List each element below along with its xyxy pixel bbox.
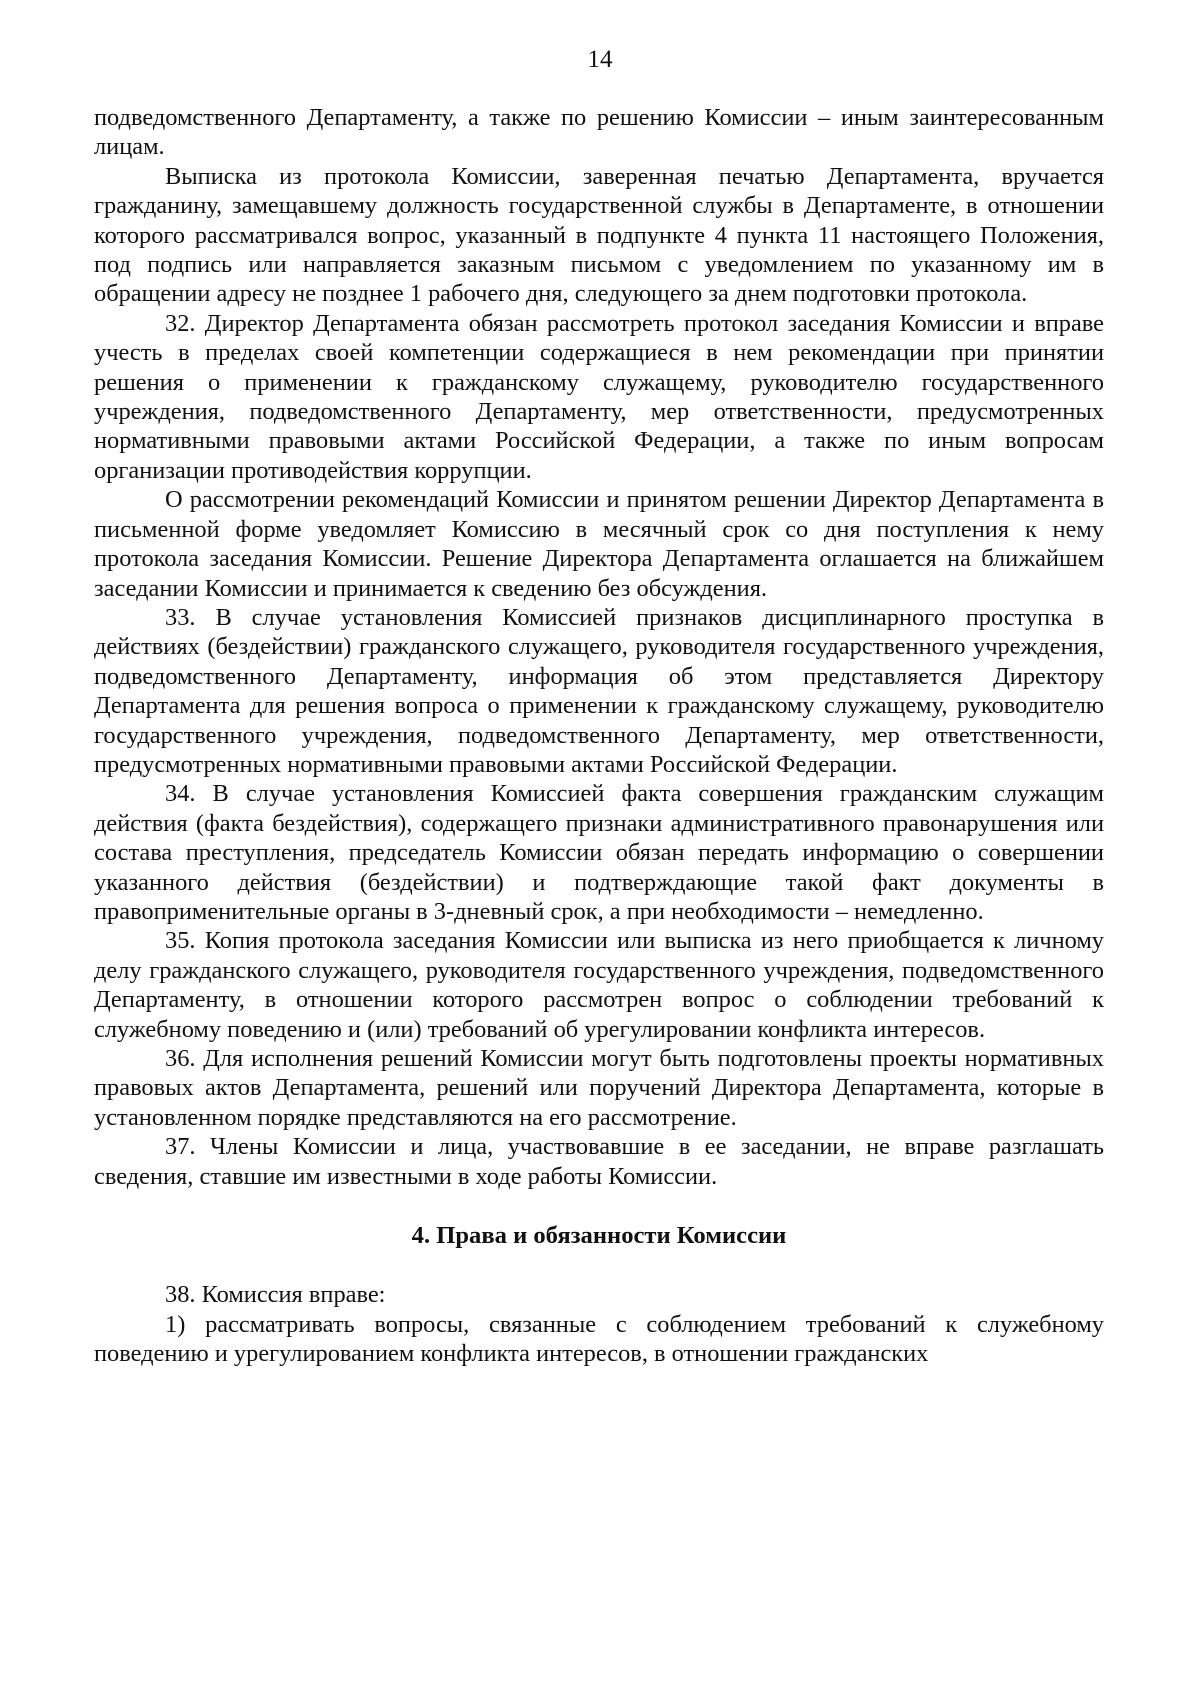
paragraph-item-36: 36. Для исполнения решений Комиссии могут быть подготовлены проекты нормативных правовых актов Департамента, решений или поручений Директора Департамента, которые в установленном порядке представляются на его рассмотрение. <box>94 1045 1104 1131</box>
paragraph-item-38: 38. Комиссия вправе: <box>165 1281 386 1309</box>
page-number: 14 <box>587 46 613 73</box>
paragraph-item-34: 34. В случае установления Комиссией факта совершения гражданским служащим действия (факта бездействия), содержащего признаки административного правонарушения или состава преступления, председатель Комиссии обязан передать информацию о совершении указанного действия (бездействии) и подтверждающие такой факт документы в правоприменительные органы в 3-дневный срок, а при необходимости – немедленно. <box>94 780 1104 925</box>
paragraph-item-35: 35. Копия протокола заседания Комиссии или выписка из него приобщается к личному делу гражданского служащего, руководителя государственного учреждения, подведомственного Департаменту, в отношении которого рассмотрен вопрос о соблюдении требований к служебному поведению и (или) требований об урегулировании конфликта интересов. <box>94 927 1104 1043</box>
paragraph-item-38-1: 1) рассматривать вопросы, связанные с соблюдением требований к служебному поведению и урегулированием конфликта интересов, в отношении гражданских <box>94 1310 1104 1368</box>
paragraph-continuation: подведомственного Департаменту, а также по решению Комиссии – иным заинтересованным лицам. <box>94 104 1104 161</box>
paragraph-item-32: 32. Директор Департамента обязан рассмотреть протокол заседания Комиссии и вправе учесть в пределах своей компетенции содержащиеся в нем рекомендации при принятии решения о применении к гражданскому служащему, руководителю государственного учреждения, подведомственного Департаменту, мер ответственности, предусмотренных нормативными правовыми актами Российской Федерации, а также по иным вопросам организации противодействия коррупции. <box>94 309 1104 484</box>
document-body <box>94 103 1104 1369</box>
paragraph-item-33: 33. В случае установления Комиссией признаков дисциплинарного проступка в действиях (бездействии) гражданского служащего, руководителя государственного учреждения, подведомственного Департаменту, информация об этом представляется Директору Департамента для решения вопроса о применении к гражданскому служащему, руководителю государственного учреждения, подведомственного Департаменту, мер ответственности, предусмотренных нормативными правовыми актами Российской Федерации. <box>94 603 1104 778</box>
paragraph-director-decision: О рассмотрении рекомендаций Комиссии и принятом решении Директор Департамента в письменной форме уведомляет Комиссию в месячный срок со дня поступления к нему протокола заседания Комиссии. Решение Директора Департамента оглашается на ближайшем заседании Комиссии и принимается к сведению без обсуждения. <box>94 486 1104 602</box>
paragraph-extract-delivery: Выписка из протокола Комиссии, заверенная печатью Департамента, вручается гражданину, замещавшему должность государственной службы в Департаменте, в отношении которого рассматривался вопрос, указанный в подпункте 4 пункта 11 настоящего Положения, под подпись или направляется заказным письмом с уведомлением по указанному им в обращении адресу не позднее 1 рабочего дня, следующего за днем подготовки протокола. <box>94 162 1104 308</box>
paragraph-item-37: 37. Члены Комиссии и лица, участвовавшие в ее заседании, не вправе разглашать сведения, ставшие им известными в ходе работы Комиссии. <box>94 1133 1104 1190</box>
section-heading: 4. Права и обязанности Комиссии <box>411 1222 787 1250</box>
